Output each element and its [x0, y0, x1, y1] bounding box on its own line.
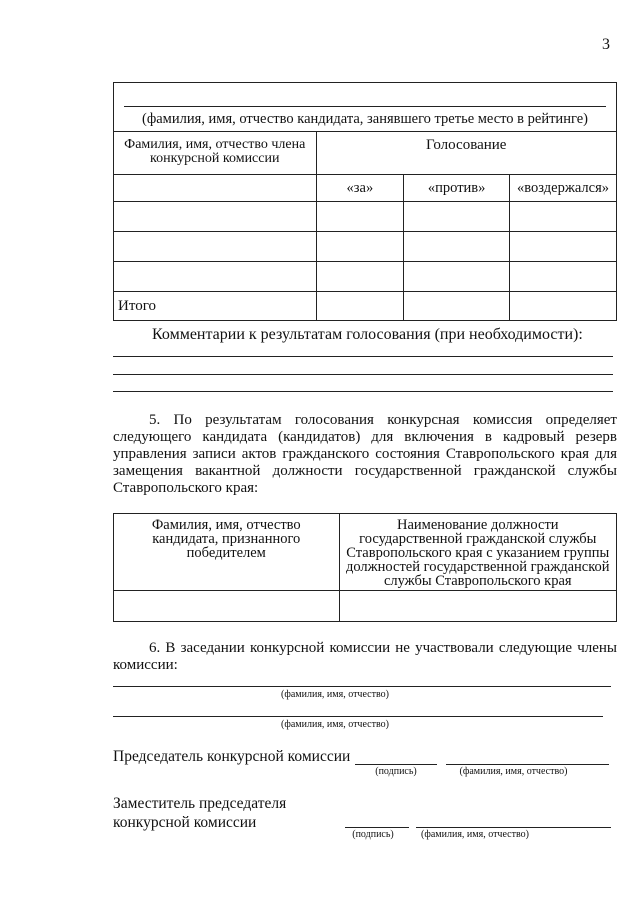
candidate-title-cell — [114, 83, 617, 132]
abstain-header: «воздержался» — [510, 175, 617, 202]
fio-caption: (фамилия, имя, отчество) — [281, 689, 389, 700]
winner-name-header: Фамилия, имя, отчество кандидата, признанного победителем — [114, 514, 340, 591]
position-header: Наименование должности государственной гражданской службы Ставропольского края с указанием группы должностей государственной гражданской службы Ставропольского края — [339, 514, 616, 591]
table-row — [114, 591, 617, 622]
fio-caption: (фамилия, имя, отчество) — [459, 766, 568, 777]
deputy-signature-line — [345, 827, 409, 828]
total-row — [114, 292, 617, 321]
comment-line — [113, 391, 613, 392]
against-header: «против» — [404, 175, 510, 202]
page-number: 3 — [602, 36, 610, 53]
fio-caption: (фамилия, имя, отчество) — [281, 719, 389, 730]
signature-caption: (подпись) — [375, 766, 417, 777]
candidate-title-caption: (фамилия, имя, отчество кандидата, занявшего третье место в рейтинге) — [142, 111, 588, 127]
table-row — [114, 202, 617, 232]
chairman-fio-line — [446, 764, 609, 765]
chairman-signature-line — [355, 764, 437, 765]
fio-caption: (фамилия, имя, отчество) — [421, 829, 529, 840]
paragraph-6 — [113, 640, 617, 674]
comment-line — [113, 356, 613, 357]
signature-caption: (подпись) — [352, 829, 394, 840]
table-row — [114, 232, 617, 262]
paragraph-6-text: 6. В заседании конкурсной комиссии не участвовали следующие члены комиссии: — [113, 640, 617, 673]
comments-title: Комментарии к результатам голосования (при необходимости): — [152, 326, 583, 343]
voting-table — [113, 82, 617, 321]
vote-header: Голосование — [316, 132, 617, 175]
deputy-fio-line — [416, 827, 611, 828]
member-name-subcell — [114, 175, 317, 202]
paragraph-5 — [113, 412, 617, 497]
absent-member-line — [113, 686, 611, 687]
table-row — [114, 262, 617, 292]
deputy-label-line2: конкурсной комиссии — [113, 814, 257, 831]
for-header: «за» — [316, 175, 404, 202]
total-label: Итого — [114, 292, 317, 321]
chairman-label: Председатель конкурсной комиссии — [113, 748, 351, 765]
winner-table — [113, 513, 617, 622]
comment-line — [113, 374, 613, 375]
candidate-name-line — [124, 106, 606, 107]
member-name-header: Фамилия, имя, отчество члена конкурсной комиссии — [114, 132, 317, 175]
deputy-label-line1: Заместитель председателя — [113, 795, 287, 812]
paragraph-5-text: 5. По результатам голосования конкурсная комиссия определяет следующего кандидата (кандидатов) для включения в кадровый резерв управления записи актов гражданского состояния Ставропольского края для замещения вакантной должности государственной гражданской службы Ставропольского края: — [113, 412, 617, 496]
absent-member-line — [113, 716, 603, 717]
